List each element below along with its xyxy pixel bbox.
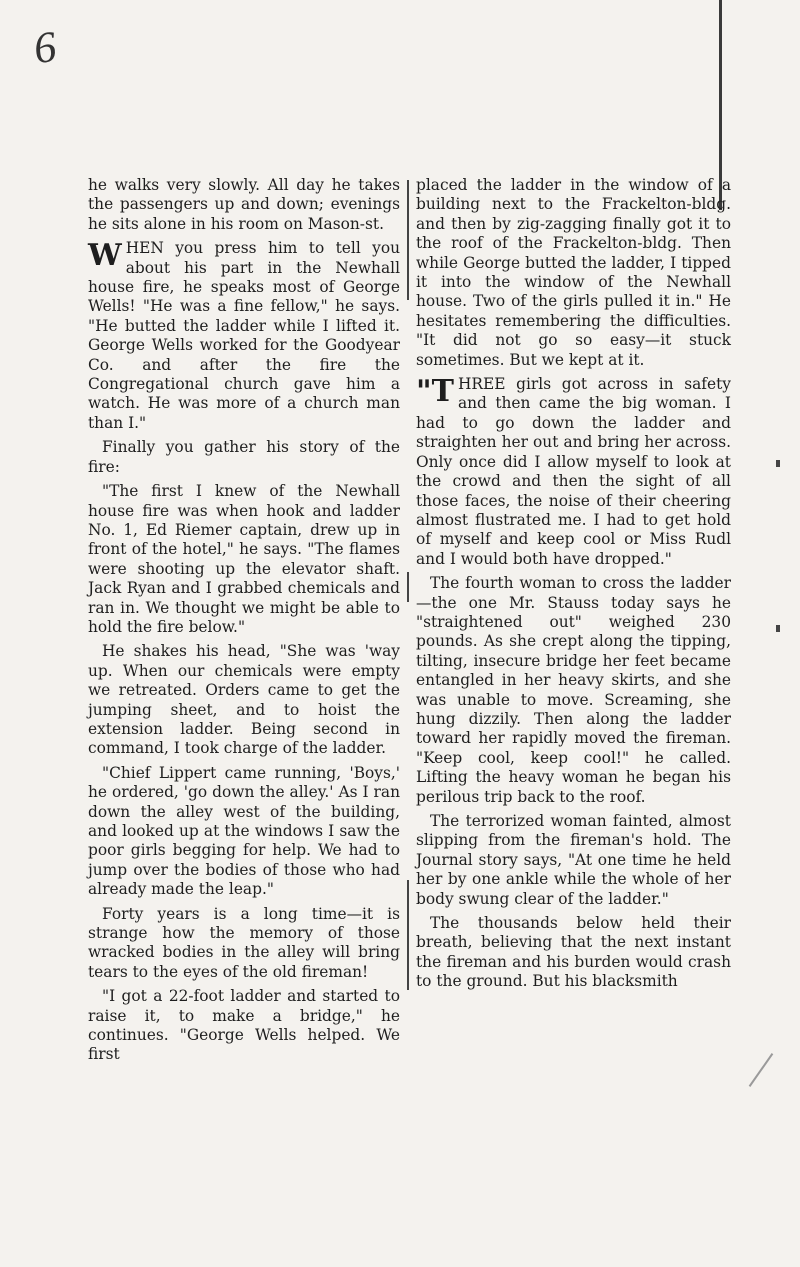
- paragraph-terrorized: The terrorized woman fainted, almost slipping from the fireman's hold. The Journal story says, "At one time he held her by one ankle while the whole of her body swung clear of the ladder.": [416, 812, 731, 908]
- paragraph-forty: Forty years is a long time—it is strange how the memory of those wracked bodies in the alley will bring tears to the eyes of the old fireman!: [88, 904, 400, 981]
- margin-mark: [776, 460, 780, 467]
- left-column: [88, 176, 400, 1070]
- paragraph-intro: he walks very slowly. All day he takes the passengers up and down; evenings he sits alone in his room on Mason-st.: [88, 176, 400, 233]
- paragraph-three: [416, 375, 731, 569]
- paragraph-placed: placed the ladder in the window of a building next to the Frackelton-bldg. and then by zig-zagging finally got it to the roof of the Frackelton-bldg. Then while George butted the ladder, I tipped it into the window of the Newhall house. Two of the girls pulled it in." He hesitates remembering the difficulties. "It did not go so easy—it stuck sometimes. But we kept at it.: [416, 176, 731, 369]
- margin-mark: [776, 625, 780, 632]
- column-divider: [407, 180, 409, 300]
- drop-cap-w: W: [88, 238, 122, 274]
- scratch-mark: [749, 1053, 774, 1087]
- paragraph-chief: "Chief Lippert came running, 'Boys,' he ordered, 'go down the alley.' As I ran down the alley west of the building, and looked up at the windows I saw the poor girls begging for help. We had to jump over the bodies of those who had already made the leap.": [88, 763, 400, 899]
- page-number: 6: [30, 21, 60, 74]
- paragraph-thousands: The thousands below held their breath, believing that the next instant the fireman and his burden would crash to the ground. But his blacksmith: [416, 914, 731, 991]
- paragraph-finally: Finally you gather his story of the fire:: [88, 438, 400, 476]
- right-column: [416, 176, 731, 997]
- paragraph-when-text: HEN you press him to tell you about his part in the Newhall house fire, he speaks most of George Wells! "He was a fine fellow," he says. "He butted the ladder while I lifted it. George Wells worked for the Goodyear Co. and after the fire the Congregational church gave him a watch. He was more of a church man than I.": [88, 239, 400, 432]
- paragraph-fourth: The fourth woman to cross the ladder—the one Mr. Stauss today says he "straightened out" weighed 230 pounds. As she crept along the tipping, tilting, insecure bridge her feet became entangled in her heavy skirts, and she was unable to move. Screaming, she hung dizzily. Then along the ladder toward her rapidly moved the fireman. "Keep cool, keep cool!" he called. Lifting the heavy woman he began his perilous trip back to the roof.: [416, 574, 731, 806]
- drop-cap-t: "T: [416, 374, 454, 410]
- column-divider: [407, 572, 409, 602]
- paragraph-three-text: HREE girls got across in safety and then came the big woman. I had to go down the ladder and straighten her out and bring her across. Only once did I allow myself to look at the crowd and then the sight of all those faces, the noise of their cheering almost flustrated me. I had to get hold of myself and keep cool or Miss Rudl and I would both have dropped.": [416, 375, 731, 568]
- column-divider: [407, 880, 409, 990]
- paragraph-when: [88, 239, 400, 433]
- paragraph-ladder: "I got a 22-foot ladder and started to raise it, to make a bridge," he continues. "George Wells helped. We first: [88, 987, 400, 1064]
- paragraph-first-knew: "The first I knew of the Newhall house fire was when hook and ladder No. 1, Ed Riemer captain, drew up in front of the hotel," he says. "The flames were shooting up the elevator shaft. Jack Ryan and I grabbed chemicals and ran in. We thought we might be able to hold the fire below.": [88, 482, 400, 636]
- paragraph-shakes: He shakes his head, "She was 'way up. When our chemicals were empty we retreated. Orders came to get the jumping sheet, and to hoist the extension ladder. Being second in command, I took charge of the ladder.: [88, 642, 400, 758]
